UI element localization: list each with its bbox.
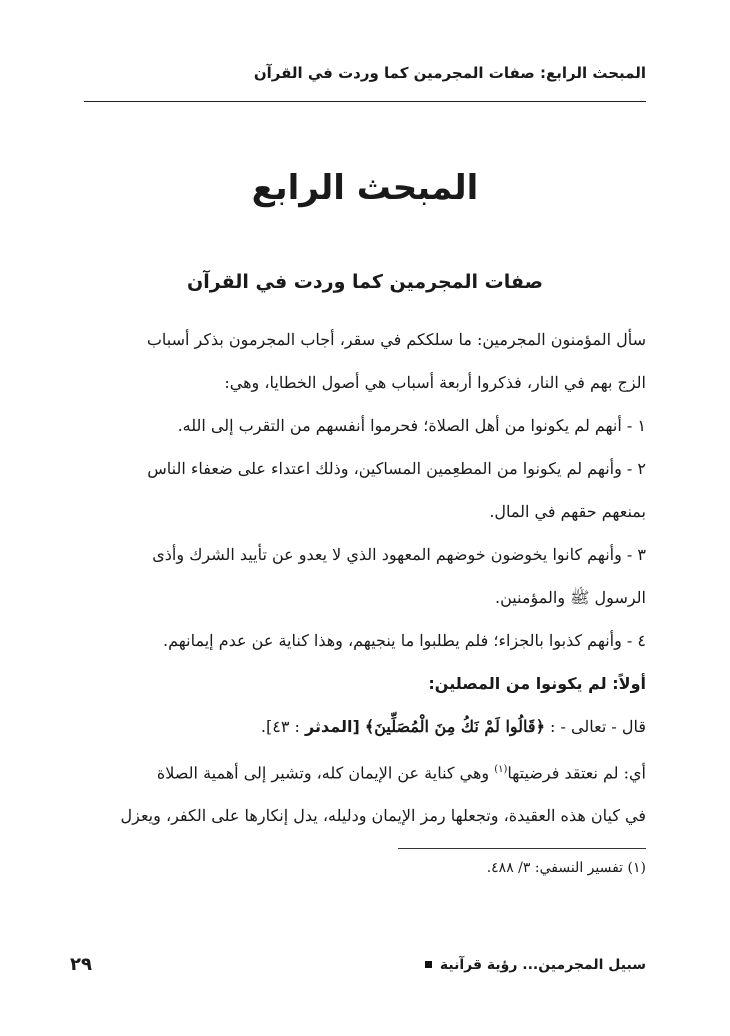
point-one-title: أولاً: لم يكونوا من المصلين: xyxy=(428,674,646,693)
page-footer xyxy=(70,954,646,975)
explain-line-1 xyxy=(84,748,646,794)
list-item-1: ١ - أنهم لم يكونوا من أهل الصلاة؛ فحرموا أنفسهم من التقرب إلى الله. xyxy=(177,416,646,435)
quote-surah: [المدثر xyxy=(305,717,360,736)
list-item-2-line-1: ٢ - وأنهم لم يكونوا من المطعِمين المساكين، وذلك اعتداء على ضعفاء الناس xyxy=(147,459,646,478)
book-title: سبيل المجرمين... رؤية قرآنية xyxy=(439,956,646,973)
square-bullet-icon xyxy=(425,961,432,968)
section-subheading: صفات المجرمين كما وردت في القرآن xyxy=(187,271,543,293)
quote-lead: قال - تعالى - : xyxy=(550,717,646,736)
explain-line-2: في كيان هذه العقيدة، وتجعلها رمز الإيمان ودليله، يدل إنكارها على الكفر، ويعزل xyxy=(120,806,646,826)
body-text xyxy=(84,318,646,837)
footnote-marker: (١) xyxy=(494,764,508,775)
intro-line-2: الزج بهم في النار، فذكروا أربعة أسباب هي أصول الخطايا، وهي: xyxy=(224,373,646,392)
footnote: (١) تفسير النسفي: ٣/ ٤٨٨. xyxy=(486,860,646,876)
list-item-2-line-2: بمنعهم حقهم في المال. xyxy=(489,502,646,521)
explain-line-1-end: وهي كناية عن الإيمان كله، وتشير إلى أهمية الصلاة xyxy=(156,763,495,783)
footnote-divider xyxy=(398,848,646,849)
explain-line-1-start: أي: لم نعتقد فرضيتها xyxy=(507,763,646,783)
list-item-3-line-1: ٣ - وأنهم كانوا يخوضون خوضهم المعهود الذي لا يعدو عن تأييد الشرك وأذى xyxy=(152,545,646,564)
running-header: المبحث الرابع: صفات المجرمين كما وردت في القرآن xyxy=(253,64,646,82)
section-heading: المبحث الرابع xyxy=(251,168,479,208)
footer-book-info xyxy=(425,957,646,973)
list-item-4: ٤ - وأنهم كذبوا بالجزاء؛ فلم يطلبوا ما ينجيهم، وهذا كناية عن عدم إيمانهم. xyxy=(163,631,646,650)
quote-verse-number: : ٤٣]. xyxy=(260,717,300,736)
intro-line-1: سأل المؤمنون المجرمين: ما سلككم في سقر، أجاب المجرمون بذكر أسباب xyxy=(146,330,646,349)
quran-quote xyxy=(84,705,646,748)
list-item-3-line-2: الرسول ﷺ والمؤمنين. xyxy=(495,588,646,607)
quote-verse: ﴿قَالُوا لَمْ نَكُ مِنَ الْمُصَلِّينَ﴾ xyxy=(364,717,545,736)
page-number: ٢٩ xyxy=(70,954,92,975)
header-divider xyxy=(84,101,646,102)
